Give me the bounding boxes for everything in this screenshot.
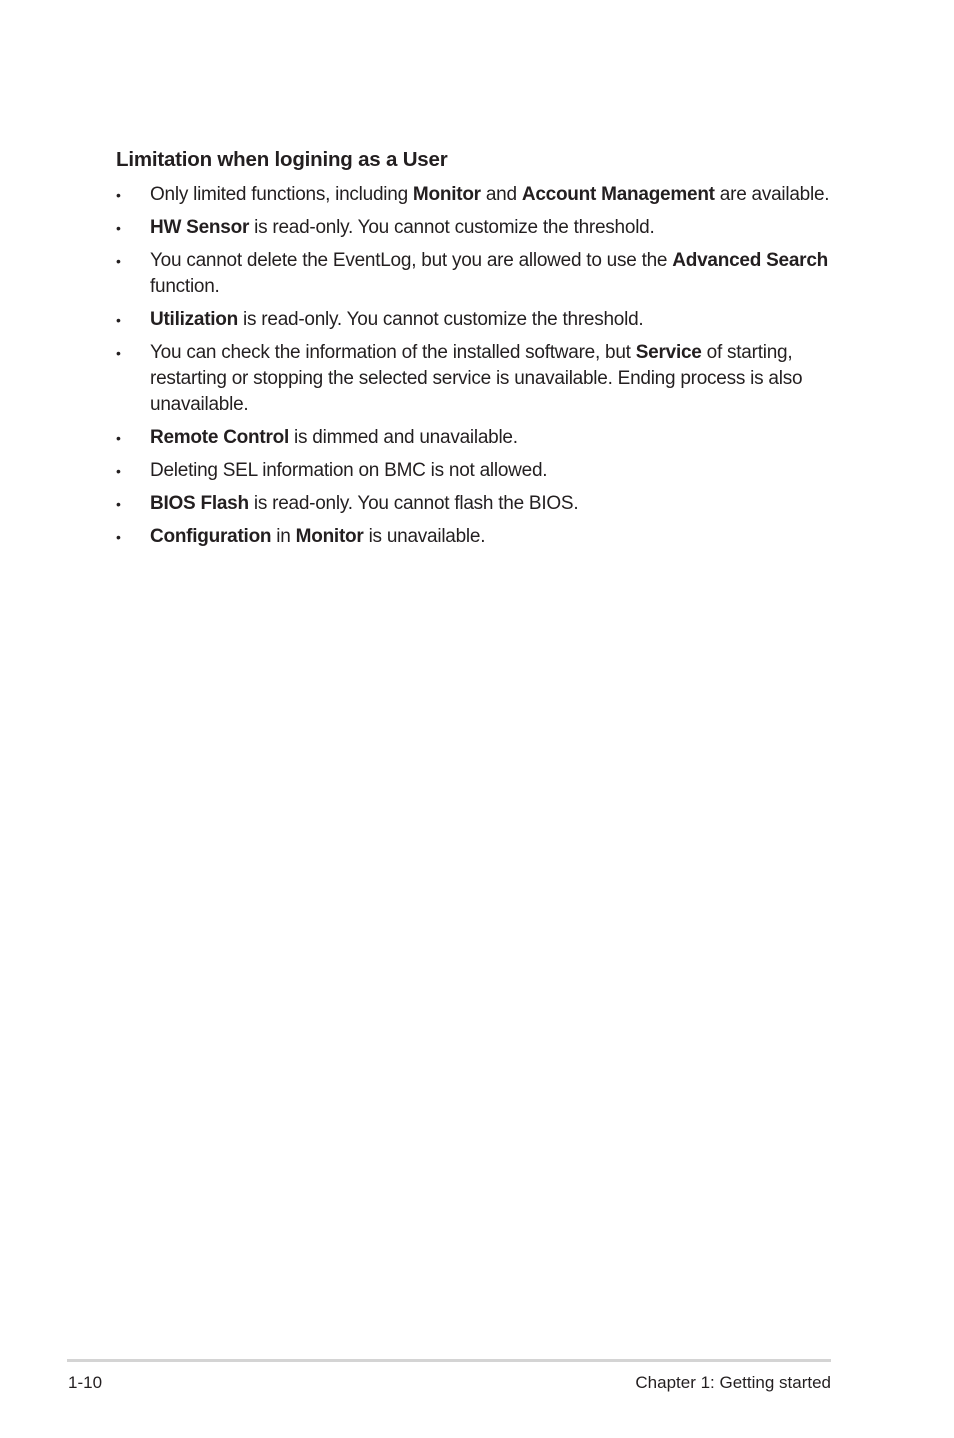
list-item — [116, 182, 836, 208]
list-item — [116, 307, 836, 333]
bullet-icon: • — [116, 496, 121, 512]
list-item — [116, 248, 836, 300]
bold-term: Service — [635, 342, 702, 363]
list-item-text: is read-only. You cannot customize the threshold. — [238, 309, 644, 330]
footer-divider — [67, 1359, 831, 1362]
list-item-text: Deleting SEL information on BMC is not allowed. — [150, 460, 548, 481]
bullet-icon: • — [116, 187, 121, 203]
list-item — [116, 524, 836, 550]
list-item — [116, 425, 836, 451]
list-item-text: and — [480, 184, 522, 205]
page-number: 1-10 — [68, 1373, 103, 1392]
list-item-text: is dimmed and unavailable. — [289, 427, 518, 448]
list-item-text: You can check the information of the installed software, but — [150, 342, 636, 363]
bullet-icon: • — [116, 220, 121, 236]
list-item — [116, 215, 836, 241]
list-item-text: is read-only. You cannot flash the BIOS. — [248, 493, 579, 514]
bold-term: HW Sensor — [150, 217, 250, 238]
bullet-icon: • — [116, 253, 121, 269]
list-item-text: is read-only. You cannot customize the threshold. — [249, 217, 655, 238]
bold-term: Monitor — [412, 184, 481, 205]
list-item-text: function. — [150, 276, 220, 297]
bold-term: Configuration — [150, 526, 272, 547]
bold-term: Remote Control — [150, 427, 289, 448]
bold-term: BIOS Flash — [150, 493, 249, 514]
list-item-text: of starting, restarting or stopping the selected service is unavailable. Ending process is also unavailable. — [150, 342, 803, 415]
list-item-text: You cannot delete the EventLog, but you are allowed to use the — [150, 250, 673, 271]
bold-term: Monitor — [295, 526, 364, 547]
list-item — [116, 458, 836, 484]
section-heading: Limitation when logining as a User — [116, 148, 448, 171]
bullet-icon: • — [116, 312, 121, 328]
list-item — [116, 340, 836, 418]
bullet-icon: • — [116, 463, 121, 479]
list-item — [116, 491, 836, 517]
list-item-text: Only limited functions, including — [150, 184, 413, 205]
bullet-icon: • — [116, 345, 121, 361]
bold-term: Advanced Search — [672, 250, 828, 271]
limitations-list — [116, 182, 836, 557]
bold-term: Account Management — [521, 184, 715, 205]
list-item-text: are available. — [714, 184, 830, 205]
chapter-title: Chapter 1: Getting started — [635, 1373, 831, 1392]
list-item-text: is unavailable. — [363, 526, 486, 547]
bullet-icon: • — [116, 529, 121, 545]
bullet-icon: • — [116, 430, 121, 446]
bold-term: Utilization — [150, 309, 239, 330]
list-item-text: in — [271, 526, 296, 547]
